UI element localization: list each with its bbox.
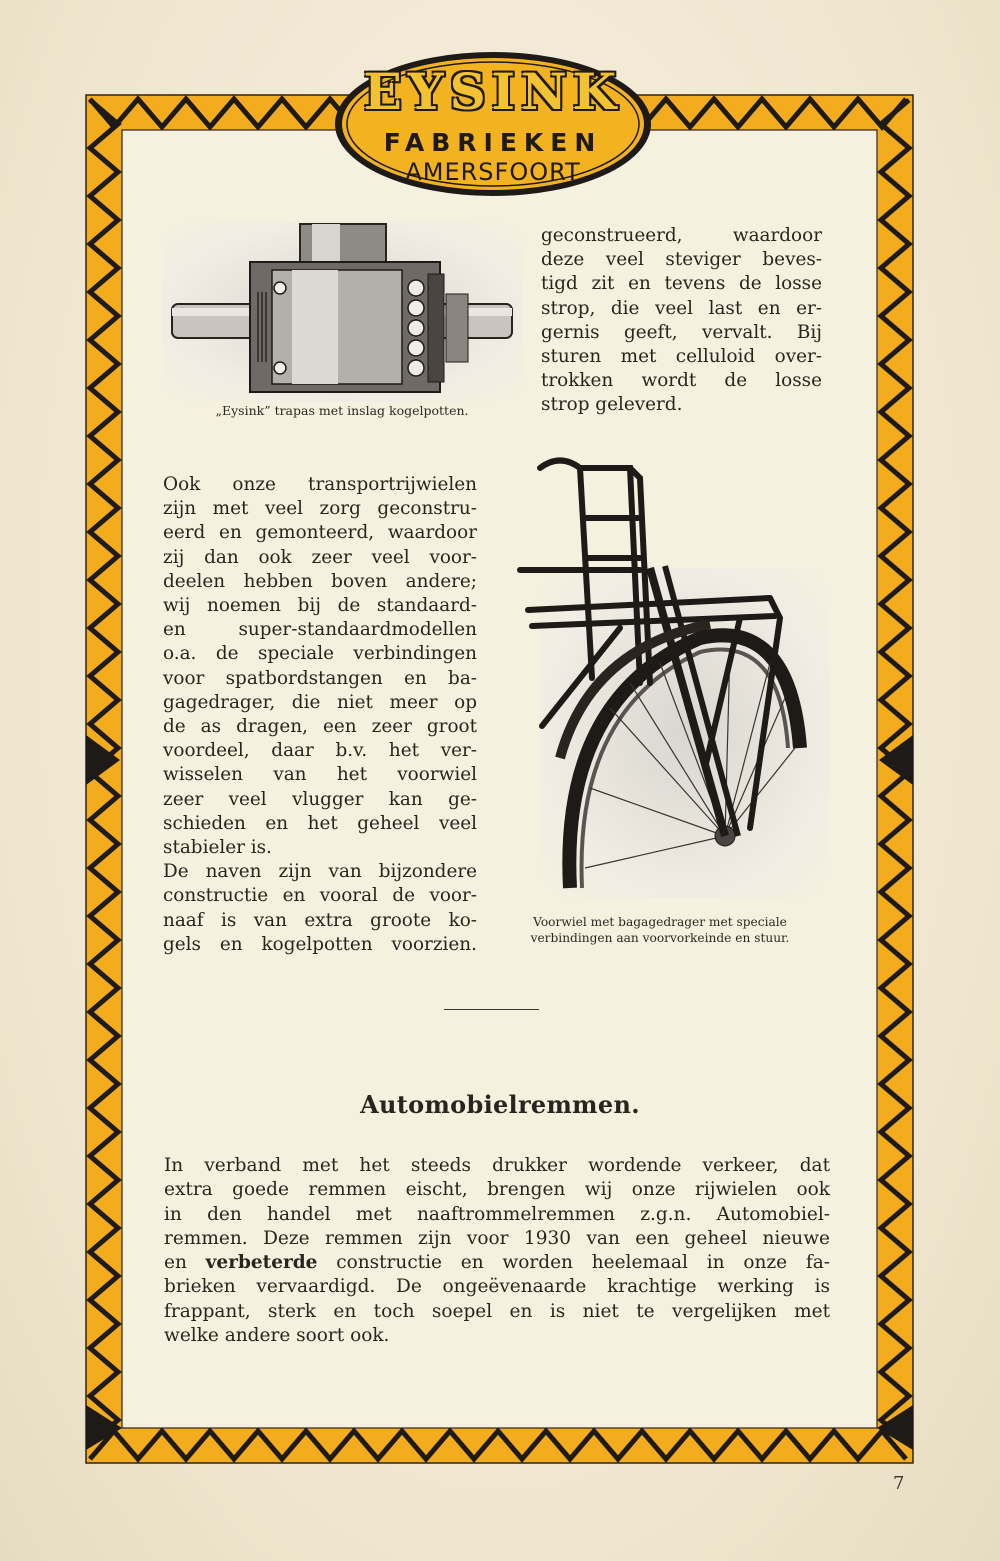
text-line: De naven zijn van bijzondere xyxy=(163,861,477,883)
body-line-prefix: en xyxy=(164,1252,187,1274)
body-line: frappant, sterk en toch soepel en is niet te vergelijken met xyxy=(164,1300,830,1322)
section-body xyxy=(164,1154,830,1348)
body-line: brieken vervaardigd. De ongeëvenaarde krachtige werking is xyxy=(164,1276,830,1298)
section-divider xyxy=(444,1009,539,1010)
text-line: wij noemen bij de standaard- xyxy=(163,595,477,617)
text-line: deze veel steviger beves- xyxy=(541,249,822,271)
text-top-right xyxy=(541,224,822,418)
body-line: In verband met het steeds drukker wordende verkeer, dat xyxy=(164,1155,830,1176)
caption-voorwiel-line1: Voorwiel met bagagedrager met speciale xyxy=(533,915,787,929)
text-line: zijn met veel zorg geconstru- xyxy=(163,498,477,520)
text-line: o.a. de speciale verbindingen xyxy=(163,643,477,665)
text-line: zij dan ook zeer veel voor- xyxy=(163,546,477,568)
body-line-emphasis xyxy=(164,1251,830,1275)
caption-voorwiel-line2: verbindingen aan voorvorkeinde en stuur. xyxy=(530,931,790,945)
text-line: geconstrueerd, waardoor xyxy=(541,225,822,246)
text-line: deelen hebben boven andere; xyxy=(163,570,477,592)
body-line: welke andere soort ook. xyxy=(164,1325,390,1347)
logo-brand: EYSINK xyxy=(363,62,623,121)
text-line: gagedrager, die niet meer op xyxy=(163,691,477,713)
text-line: trokken wordt de losse xyxy=(541,370,822,392)
text-line: schieden en het geheel veel xyxy=(163,812,477,834)
body-line: in den handel met naaftrommelremmen z.g.n. Automobiel- xyxy=(164,1203,830,1225)
text-line: strop, die veel last en er- xyxy=(541,297,822,319)
section-heading: Automobielremmen. xyxy=(360,1090,640,1119)
text-line: sturen met celluloid over- xyxy=(541,346,822,368)
figure-trapas xyxy=(162,222,522,418)
body-line-rest: constructie en worden heelemaal in onze fa- xyxy=(336,1252,830,1274)
text-left-column xyxy=(163,473,477,957)
logo-fabrieken: FABRIEKEN xyxy=(383,128,603,157)
text-line: voordeel, daar b.v. het ver- xyxy=(163,740,477,762)
text-line: voor spatbordstangen en ba- xyxy=(163,667,477,689)
page-number: 7 xyxy=(893,1473,905,1494)
text-line: stabieler is. xyxy=(163,837,272,859)
text-line: gels en kogelpotten voorzien. xyxy=(163,933,477,955)
body-line: extra goede remmen eischt, brengen wij onze rijwielen ook xyxy=(164,1179,830,1201)
text-line: eerd en gemonteerd, waardoor xyxy=(163,522,477,544)
caption-trapas: „Eysink” trapas met inslag kogelpotten. xyxy=(215,403,469,418)
front-wheel-carrier-photo-icon xyxy=(500,448,830,908)
text-line: strop geleverd. xyxy=(541,394,683,416)
text-line: zeer veel vlugger kan ge- xyxy=(163,788,477,810)
figure-voorwiel xyxy=(500,448,830,948)
text-line: wisselen van het voorwiel xyxy=(163,764,477,786)
bottom-bracket-illustration-icon xyxy=(162,222,522,402)
bold-word-verbeterde: verbeterde xyxy=(205,1252,318,1274)
text-line: de as dragen, een zeer groot xyxy=(163,716,477,738)
text-line: constructie en vooral de voor- xyxy=(163,885,477,907)
text-line: naaf is van extra groote ko- xyxy=(163,909,477,931)
body-line: remmen. Deze remmen zijn voor 1930 van een geheel nieuwe xyxy=(164,1227,830,1249)
text-line: tigd zit en tevens de losse xyxy=(541,273,822,295)
logo-amersfoort: AMERSFOORT xyxy=(405,158,581,186)
text-line: gernis geeft, vervalt. Bij xyxy=(541,321,822,343)
caption-voorwiel xyxy=(500,914,820,946)
text-line: en super-standaardmodellen xyxy=(163,619,477,641)
eysink-logo xyxy=(332,48,654,200)
text-line: Ook onze transportrijwielen xyxy=(163,474,477,495)
